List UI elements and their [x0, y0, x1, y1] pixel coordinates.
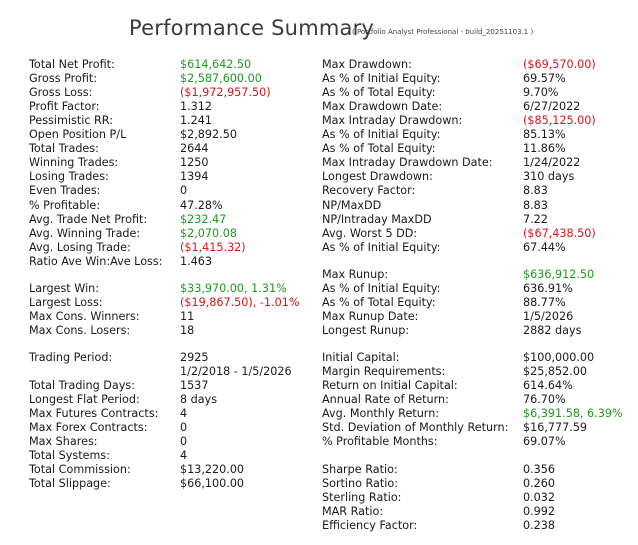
stat-label: Return on Initial Capital: — [322, 379, 458, 393]
stat-value: ($85,125.00) — [523, 114, 596, 128]
stat-value: 0.032 — [523, 491, 556, 505]
stat-value: 0 — [180, 421, 188, 435]
stat-value: 1.463 — [180, 254, 213, 268]
stat-value: 1.241 — [180, 114, 213, 128]
stat-label: Max Intraday Drawdown: — [322, 114, 463, 128]
stat-value: 0.992 — [523, 505, 556, 519]
stat-value: $614,642.50 — [180, 58, 252, 71]
stat-value: $6,391.58, 6.39% — [523, 407, 623, 421]
stat-value: $636,912.50 — [523, 268, 595, 281]
stat-label: Max Runup Date: — [322, 310, 419, 324]
stat-label: Ratio Ave Win:Ave Loss: — [29, 254, 163, 268]
stat-value: 9.70% — [523, 86, 559, 100]
stat-value: ($69,570.00) — [523, 58, 596, 71]
stat-label: Total Systems: — [29, 449, 110, 463]
stat-label: As % of Total Equity: — [322, 142, 436, 156]
stat-label: % Profitable: — [29, 198, 101, 212]
stat-label: NP/Intraday MaxDD — [322, 212, 432, 226]
page-title: Performance Summary — [129, 16, 375, 40]
stat-label: Max Forex Contracts: — [29, 421, 148, 435]
stat-label: As % of Total Equity: — [322, 86, 436, 100]
stat-value: $100,000.00 — [523, 351, 595, 364]
stat-value: ($19,867.50), -1.01% — [180, 296, 300, 310]
stat-value: 1394 — [180, 170, 209, 184]
stat-label: Max Drawdown Date: — [322, 100, 443, 114]
stat-value: $25,852.00 — [523, 365, 588, 379]
stat-value: 47.28% — [180, 198, 223, 212]
stat-value: 76.70% — [523, 393, 566, 407]
stat-label: Max Cons. Losers: — [29, 324, 131, 338]
stat-label: Sterling Ratio: — [322, 491, 402, 505]
stat-value: $2,070.08 — [180, 226, 237, 240]
stat-label: Sortino Ratio: — [322, 477, 399, 491]
stat-value: 6/27/2022 — [523, 100, 581, 114]
stat-label: Even Trades: — [29, 184, 101, 198]
stat-value: 7.22 — [523, 212, 548, 226]
header — [0, 16, 638, 46]
stat-value: 1/24/2022 — [523, 156, 581, 170]
stat-value: 88.77% — [523, 296, 566, 310]
stat-value: 8.83 — [523, 184, 548, 198]
stat-value: 11.86% — [523, 142, 566, 156]
stat-value: 0.356 — [523, 463, 556, 476]
stat-value: 85.13% — [523, 128, 566, 142]
stat-value: 11 — [180, 310, 195, 324]
stat-value: ($1,415.32) — [180, 240, 246, 254]
stat-label: As % of Initial Equity: — [322, 128, 441, 142]
stat-value: 1250 — [180, 156, 209, 170]
stat-value: 8.83 — [523, 198, 548, 212]
stat-value: 614.64% — [523, 379, 573, 393]
stat-value: ($67,438.50) — [523, 226, 596, 240]
stat-label: Avg. Winning Trade: — [29, 226, 141, 240]
stat-label: Losing Trades: — [29, 170, 109, 184]
stat-value: 1/5/2026 — [523, 310, 574, 324]
stat-label: MAR Ratio: — [322, 505, 384, 519]
stat-label: NP/MaxDD — [322, 198, 382, 212]
stat-label: Open Position P/L — [29, 128, 127, 142]
stat-value: $33,970.00, 1.31% — [180, 282, 287, 295]
stat-label: Total Trading Days: — [29, 379, 135, 393]
stat-value: 310 days — [523, 170, 575, 184]
stat-label: Avg. Worst 5 DD: — [322, 226, 418, 240]
stat-value: 2644 — [180, 142, 209, 156]
stat-value: 69.07% — [523, 435, 566, 449]
stat-label: Gross Loss: — [29, 86, 93, 100]
stat-label: As % of Initial Equity: — [322, 72, 441, 86]
stat-label: Largest Loss: — [29, 296, 103, 310]
stat-label: As % of Total Equity: — [322, 296, 436, 310]
stat-value: 8 days — [180, 393, 218, 407]
stat-label: As % of Initial Equity: — [322, 282, 441, 296]
stat-label: Max Cons. Winners: — [29, 310, 140, 324]
stat-label: Avg. Losing Trade: — [29, 240, 131, 254]
stat-value: 1/2/2018 - 1/5/2026 — [180, 365, 292, 379]
stat-label: Sharpe Ratio: — [322, 463, 398, 476]
stat-value: 4 — [180, 449, 188, 463]
stat-value: 2925 — [180, 351, 209, 364]
stat-value: 1.312 — [180, 100, 213, 114]
stat-label: Max Runup: — [322, 268, 389, 281]
stat-value: 4 — [180, 407, 188, 421]
stat-value: $2,587,600.00 — [180, 72, 262, 86]
stat-label: Efficiency Factor: — [322, 519, 418, 533]
stat-label: Gross Profit: — [29, 72, 98, 86]
stat-value: $16,777.59 — [523, 421, 588, 435]
stat-value: ($1,972,957.50) — [180, 86, 271, 100]
stat-value: 0 — [180, 184, 188, 198]
stat-label: % Profitable Months: — [322, 435, 438, 449]
stat-label: Avg. Trade Net Profit: — [29, 212, 148, 226]
stat-value: 69.57% — [523, 72, 566, 86]
stat-value: $232.47 — [180, 212, 227, 226]
stat-label: Total Commission: — [29, 463, 131, 477]
stat-label: As % of Initial Equity: — [322, 240, 441, 254]
stat-label: Max Drawdown: — [322, 58, 412, 71]
stat-value: 0.238 — [523, 519, 556, 533]
stat-label: Margin Requirements: — [322, 365, 446, 379]
stat-value: $2,892.50 — [180, 128, 237, 142]
stat-label: Trading Period: — [29, 351, 113, 364]
stat-label: Max Futures Contracts: — [29, 407, 159, 421]
stat-label: Initial Capital: — [322, 351, 400, 364]
stat-label: Pessimistic RR: — [29, 114, 114, 128]
stat-value: 2882 days — [523, 324, 582, 338]
stat-label: Total Net Profit: — [29, 58, 115, 71]
stat-label: Recovery Factor: — [322, 184, 416, 198]
stat-value: 0.260 — [523, 477, 556, 491]
stat-label: Longest Flat Period: — [29, 393, 140, 407]
stat-label: Profit Factor: — [29, 100, 100, 114]
stat-value: $66,100.00 — [180, 477, 245, 491]
stat-label: Std. Deviation of Monthly Return: — [322, 421, 509, 435]
stat-value: 18 — [180, 324, 195, 338]
stat-label: Longest Runup: — [322, 324, 410, 338]
stat-value: 0 — [180, 435, 188, 449]
stat-label: Max Intraday Drawdown Date: — [322, 156, 493, 170]
stat-value: $13,220.00 — [180, 463, 245, 477]
stat-value: 636.91% — [523, 282, 573, 296]
stat-value: 67.44% — [523, 240, 566, 254]
stat-label: Total Slippage: — [29, 477, 111, 491]
stat-value: 1537 — [180, 379, 209, 393]
stat-label: Max Shares: — [29, 435, 98, 449]
stat-label: Largest Win: — [29, 282, 100, 295]
stat-label: Total Trades: — [29, 142, 99, 156]
stat-label: Longest Drawdown: — [322, 170, 433, 184]
page-subtitle: ( Portfolio Analyst Professional - build_20251103.1 ) — [352, 28, 534, 36]
stat-label: Avg. Monthly Return: — [322, 407, 440, 421]
stat-label: Annual Rate of Return: — [322, 393, 449, 407]
stat-label: Winning Trades: — [29, 156, 119, 170]
